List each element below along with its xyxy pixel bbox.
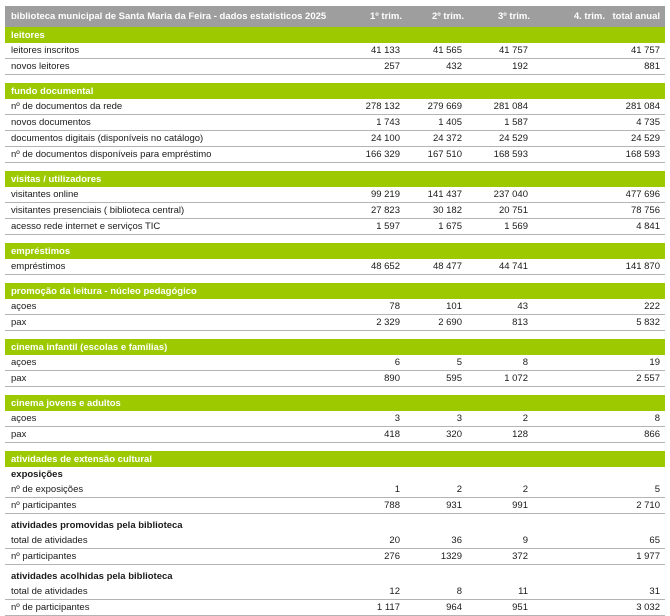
cell-total: 3 032	[609, 600, 665, 616]
cell-total: 881	[609, 59, 665, 75]
row-label: açoes	[5, 411, 340, 427]
table-header-row	[5, 6, 665, 27]
cell-total: 281 084	[609, 99, 665, 115]
cell-q4	[534, 43, 609, 59]
row-label: novos leitores	[5, 59, 340, 75]
cell-q3: 1 587	[468, 115, 534, 131]
cell-q2: 279 669	[406, 99, 468, 115]
cell-q2: 931	[406, 498, 468, 514]
cell-q3: 2	[468, 482, 534, 498]
spacer-cell	[5, 235, 665, 244]
cell-q3: 192	[468, 59, 534, 75]
cell-q4	[534, 99, 609, 115]
cell-q1: 48 652	[340, 259, 406, 275]
table-row	[5, 315, 665, 331]
cell-q2: 964	[406, 600, 468, 616]
cell-q1: 1 117	[340, 600, 406, 616]
cell-q1: 788	[340, 498, 406, 514]
table-row	[5, 371, 665, 387]
column-header-total: total anual	[609, 6, 665, 27]
cell-total: 2 710	[609, 498, 665, 514]
cell-total: 2 557	[609, 371, 665, 387]
spacer-cell	[5, 443, 665, 452]
table-row	[5, 43, 665, 59]
cell-q2: 101	[406, 299, 468, 315]
row-label: nº participantes	[5, 549, 340, 565]
section-header-row	[5, 395, 665, 411]
cell-q3: 20 751	[468, 203, 534, 219]
cell-total: 866	[609, 427, 665, 443]
table-row	[5, 299, 665, 315]
row-spacer	[5, 443, 665, 452]
cell-total: 31	[609, 584, 665, 600]
cell-q3: 1 072	[468, 371, 534, 387]
cell-q1: 99 219	[340, 187, 406, 203]
spacer-cell	[5, 163, 665, 172]
cell-q4	[534, 411, 609, 427]
page-title: biblioteca municipal de Santa Maria da Feira - dados estatísticos 2025	[5, 6, 340, 27]
table-row	[5, 427, 665, 443]
table-row	[5, 411, 665, 427]
cell-q3: 237 040	[468, 187, 534, 203]
cell-total: 141 870	[609, 259, 665, 275]
cell-q3: 9	[468, 533, 534, 549]
cell-q1: 1 743	[340, 115, 406, 131]
cell-q1: 276	[340, 549, 406, 565]
cell-total: 24 529	[609, 131, 665, 147]
cell-q2: 1 405	[406, 115, 468, 131]
table-row	[5, 115, 665, 131]
row-label: visitantes presenciais ( biblioteca central)	[5, 203, 340, 219]
cell-q3: 281 084	[468, 99, 534, 115]
row-label: açoes	[5, 299, 340, 315]
row-label: novos documentos	[5, 115, 340, 131]
section-title: visitas / utilizadores	[5, 171, 665, 187]
cell-q4	[534, 600, 609, 616]
table-row	[5, 219, 665, 235]
table-row	[5, 498, 665, 514]
section-header-row	[5, 83, 665, 99]
cell-q2: 36	[406, 533, 468, 549]
cell-q1: 12	[340, 584, 406, 600]
cell-q2: 8	[406, 584, 468, 600]
section-header-row	[5, 283, 665, 299]
cell-q1: 24 100	[340, 131, 406, 147]
cell-q4	[534, 147, 609, 163]
row-spacer	[5, 235, 665, 244]
spacer-cell	[5, 331, 665, 340]
cell-total: 477 696	[609, 187, 665, 203]
cell-q3: 128	[468, 427, 534, 443]
cell-q4	[534, 427, 609, 443]
cell-q1: 1	[340, 482, 406, 498]
row-label: nº de participantes	[5, 600, 340, 616]
cell-q2: 41 565	[406, 43, 468, 59]
subsection-header-row	[5, 467, 665, 482]
subsection-title: exposições	[5, 467, 665, 482]
row-spacer	[5, 163, 665, 172]
row-label: nº participantes	[5, 498, 340, 514]
row-label: nº de exposições	[5, 482, 340, 498]
section-header-row	[5, 27, 665, 43]
section-header-row	[5, 171, 665, 187]
table-row	[5, 187, 665, 203]
section-title: empréstimos	[5, 243, 665, 259]
cell-total: 41 757	[609, 43, 665, 59]
cell-q1: 418	[340, 427, 406, 443]
cell-q3: 168 593	[468, 147, 534, 163]
table-row	[5, 549, 665, 565]
subsection-header-row	[5, 569, 665, 584]
cell-q4	[534, 115, 609, 131]
table-row	[5, 482, 665, 498]
cell-q3: 1 569	[468, 219, 534, 235]
subsection-header-row	[5, 518, 665, 533]
column-header-q1: 1º trim.	[340, 6, 406, 27]
cell-q4	[534, 131, 609, 147]
cell-q4	[534, 549, 609, 565]
spacer-cell	[5, 75, 665, 84]
column-header-q3: 3º trim.	[468, 6, 534, 27]
cell-q2: 595	[406, 371, 468, 387]
cell-q3: 813	[468, 315, 534, 331]
cell-q1: 166 329	[340, 147, 406, 163]
cell-q1: 890	[340, 371, 406, 387]
table-row	[5, 147, 665, 163]
section-header-row	[5, 339, 665, 355]
cell-q1: 257	[340, 59, 406, 75]
cell-q1: 41 133	[340, 43, 406, 59]
cell-q3: 41 757	[468, 43, 534, 59]
cell-total: 8	[609, 411, 665, 427]
cell-q4	[534, 482, 609, 498]
cell-q2: 3	[406, 411, 468, 427]
cell-q3: 44 741	[468, 259, 534, 275]
table-row	[5, 600, 665, 616]
row-label: pax	[5, 371, 340, 387]
section-header-row	[5, 451, 665, 467]
cell-q2: 1 675	[406, 219, 468, 235]
cell-q2: 167 510	[406, 147, 468, 163]
row-label: pax	[5, 315, 340, 331]
cell-total: 65	[609, 533, 665, 549]
cell-total: 5 832	[609, 315, 665, 331]
cell-q1: 2 329	[340, 315, 406, 331]
row-label: total de atividades	[5, 584, 340, 600]
cell-q3: 2	[468, 411, 534, 427]
cell-q2: 320	[406, 427, 468, 443]
cell-total: 1 977	[609, 549, 665, 565]
cell-q2: 141 437	[406, 187, 468, 203]
cell-q3: 991	[468, 498, 534, 514]
spacer-cell	[5, 275, 665, 284]
cell-q4	[534, 533, 609, 549]
table-row	[5, 259, 665, 275]
cell-q3: 43	[468, 299, 534, 315]
row-spacer	[5, 75, 665, 84]
cell-q4	[534, 259, 609, 275]
cell-total: 5	[609, 482, 665, 498]
cell-q2: 2 690	[406, 315, 468, 331]
cell-q2: 48 477	[406, 259, 468, 275]
section-title: fundo documental	[5, 83, 665, 99]
row-spacer	[5, 275, 665, 284]
cell-q1: 278 132	[340, 99, 406, 115]
cell-q2: 1329	[406, 549, 468, 565]
cell-q4	[534, 299, 609, 315]
cell-total: 4 735	[609, 115, 665, 131]
cell-q4	[534, 59, 609, 75]
cell-q4	[534, 315, 609, 331]
cell-q3: 8	[468, 355, 534, 371]
spacer-cell	[5, 387, 665, 396]
row-label: visitantes online	[5, 187, 340, 203]
section-title: atividades de extensão cultural	[5, 451, 665, 467]
section-title: cinema jovens e adultos	[5, 395, 665, 411]
row-label: total de atividades	[5, 533, 340, 549]
row-label: nº de documentos disponíveis para empréstimo	[5, 147, 340, 163]
cell-q2: 5	[406, 355, 468, 371]
cell-total: 4 841	[609, 219, 665, 235]
table-row	[5, 59, 665, 75]
row-label: acesso rede internet e serviços TIC	[5, 219, 340, 235]
cell-total: 19	[609, 355, 665, 371]
cell-q4	[534, 219, 609, 235]
row-label: pax	[5, 427, 340, 443]
row-label: empréstimos	[5, 259, 340, 275]
cell-q1: 27 823	[340, 203, 406, 219]
cell-q4	[534, 355, 609, 371]
column-header-q4: 4. trim.	[534, 6, 609, 27]
row-spacer	[5, 387, 665, 396]
cell-total: 78 756	[609, 203, 665, 219]
cell-q1: 78	[340, 299, 406, 315]
cell-q3: 372	[468, 549, 534, 565]
cell-total: 222	[609, 299, 665, 315]
row-label: documentos digitais (disponíveis no catálogo)	[5, 131, 340, 147]
section-title: leitores	[5, 27, 665, 43]
cell-q3: 951	[468, 600, 534, 616]
column-header-q2: 2º trim.	[406, 6, 468, 27]
cell-q2: 2	[406, 482, 468, 498]
cell-q2: 24 372	[406, 131, 468, 147]
table-row	[5, 131, 665, 147]
row-label: leitores inscritos	[5, 43, 340, 59]
cell-q4	[534, 203, 609, 219]
section-title: cinema infantil (escolas e famílias)	[5, 339, 665, 355]
table-row	[5, 99, 665, 115]
cell-q1: 20	[340, 533, 406, 549]
section-title: promoção da leitura - núcleo pedagógico	[5, 283, 665, 299]
table-row	[5, 355, 665, 371]
cell-q4	[534, 371, 609, 387]
cell-q3: 24 529	[468, 131, 534, 147]
row-spacer	[5, 331, 665, 340]
cell-q1: 6	[340, 355, 406, 371]
library-statistics-table	[5, 6, 665, 616]
cell-q2: 432	[406, 59, 468, 75]
cell-q3: 11	[468, 584, 534, 600]
subsection-title: atividades promovidas pela biblioteca	[5, 518, 665, 533]
cell-total: 168 593	[609, 147, 665, 163]
row-label: açoes	[5, 355, 340, 371]
cell-q2: 30 182	[406, 203, 468, 219]
cell-q4	[534, 187, 609, 203]
cell-q1: 1 597	[340, 219, 406, 235]
cell-q1: 3	[340, 411, 406, 427]
section-header-row	[5, 243, 665, 259]
table-row	[5, 203, 665, 219]
table-row	[5, 533, 665, 549]
row-label: nº de documentos da rede	[5, 99, 340, 115]
subsection-title: atividades acolhidas pela biblioteca	[5, 569, 665, 584]
cell-q4	[534, 498, 609, 514]
